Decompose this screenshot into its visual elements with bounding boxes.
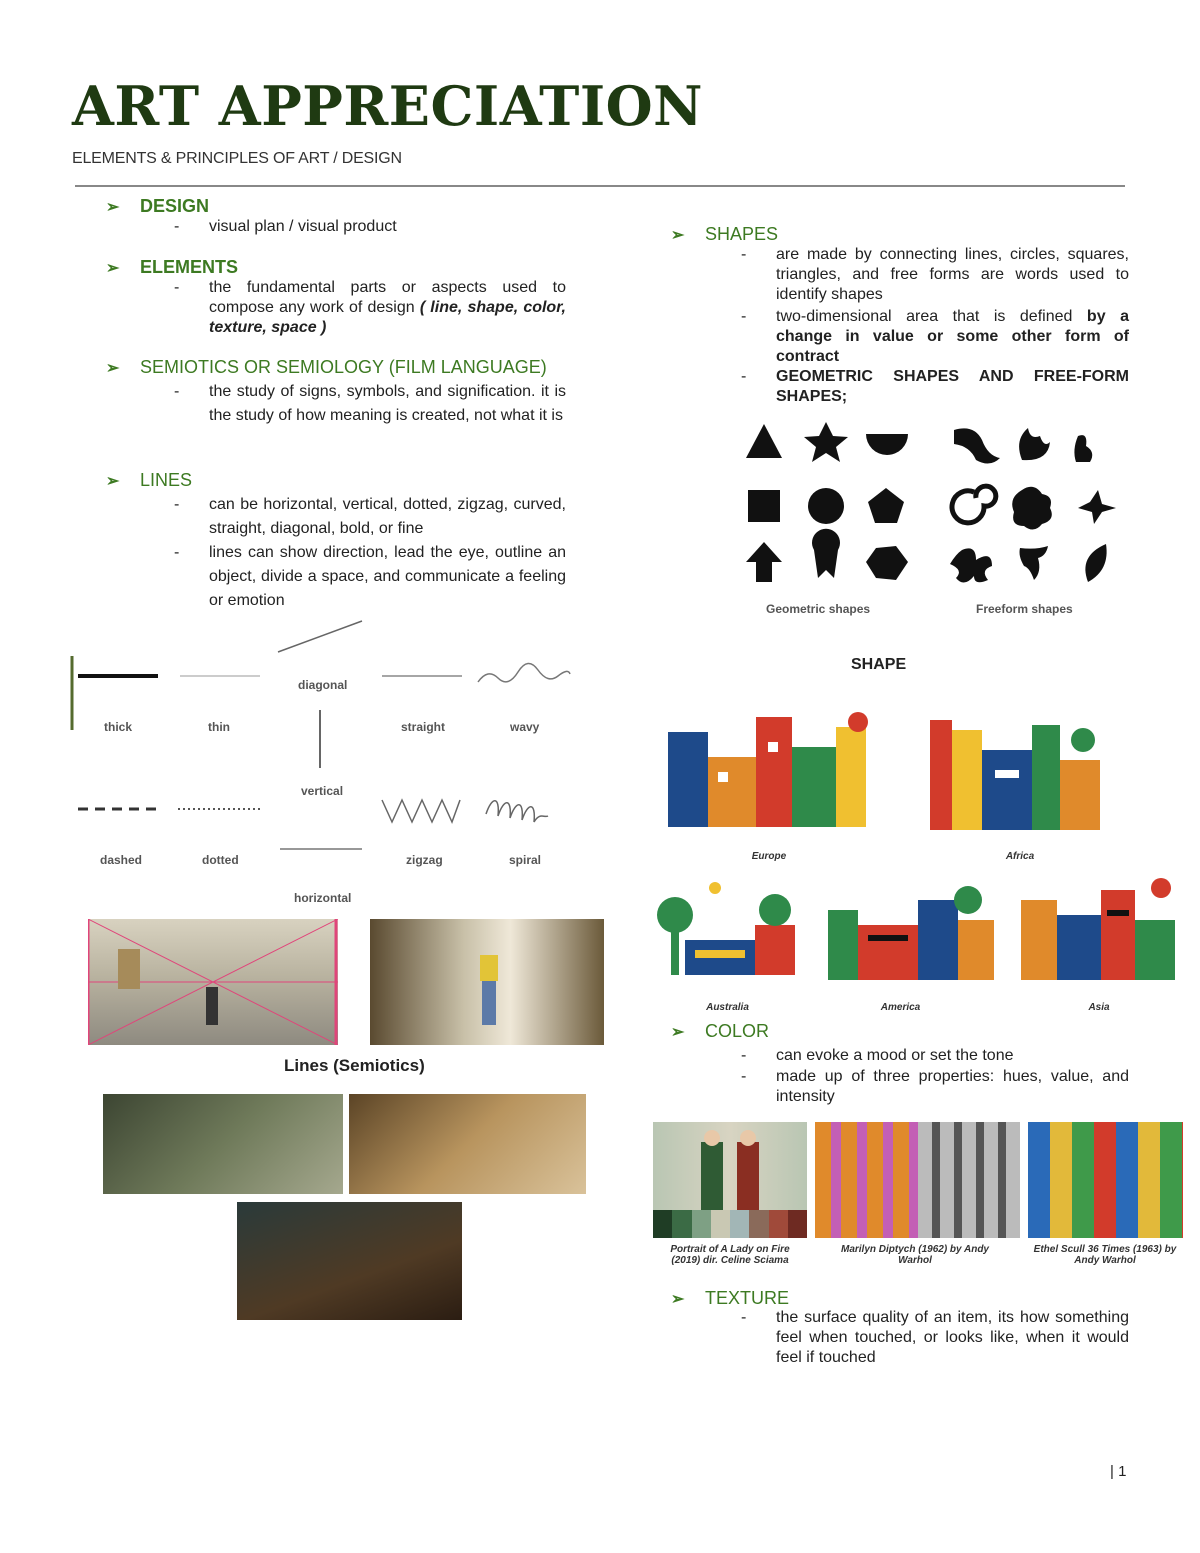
freeform-shapes-label: Freeform shapes xyxy=(976,602,1073,616)
color-image-ethel-scull xyxy=(1028,1122,1183,1238)
semiotics-heading: ➢ SEMIOTICS OR SEMIOLOGY (FILM LANGUAGE) xyxy=(106,357,547,377)
arrow-icon: ➢ xyxy=(671,226,685,244)
arrow-icon: ➢ xyxy=(671,1290,685,1308)
arrow-icon: ➢ xyxy=(106,259,120,277)
lines-bullet-1: - can be horizontal, vertical, dotted, zigzag, curved, straight, diagonal, bold, or fine xyxy=(174,496,566,537)
city-label-europe: Europe xyxy=(751,851,787,862)
film-still-3 xyxy=(237,1202,462,1320)
line-label-vertical: vertical xyxy=(301,784,344,798)
shapes-heading: ➢ SHAPES xyxy=(671,224,779,244)
city-label-australia: Australia xyxy=(706,1002,749,1013)
color-bullet-1: - can evoke a mood or set the tone xyxy=(741,1047,1014,1064)
color-heading: ➢ COLOR xyxy=(671,1021,770,1041)
city-illustration-africa xyxy=(915,700,1125,840)
city-label-asia: Asia xyxy=(1088,1002,1110,1013)
city-illustration-europe xyxy=(658,702,880,840)
texture-bullet: - the surface quality of an item, its how something feel when touched, or looks like, when it would feel if touched xyxy=(741,1309,1129,1366)
line-label-straight: straight xyxy=(401,720,446,734)
film-still-1 xyxy=(103,1094,343,1194)
city-illustration-asia xyxy=(1013,870,1185,995)
geometric-shapes-label: Geometric shapes xyxy=(766,602,871,616)
line-label-dotted: dotted xyxy=(202,853,239,867)
line-label-thick: thick xyxy=(104,720,133,734)
line-types-diagram xyxy=(68,618,578,908)
lines-caption: Lines (Semiotics) xyxy=(284,1056,425,1075)
design-heading: ➢ DESIGN xyxy=(106,196,210,216)
arrow-icon: ➢ xyxy=(106,198,120,216)
city-illustration-america xyxy=(818,870,1003,995)
design-bullet: - visual plan / visual product xyxy=(174,218,397,235)
arrow-icon: ➢ xyxy=(671,1023,685,1041)
arrow-icon: ➢ xyxy=(106,359,120,377)
shapes-bullet-3: - GEOMETRIC SHAPES AND FREE-FORM SHAPES; xyxy=(741,368,1129,405)
page-title: ART APPRECIATION xyxy=(72,74,703,138)
city-label-africa: Africa xyxy=(1005,851,1035,862)
semiotics-bullet: - the study of signs, symbols, and signification. it is the study of how meaning is created, not what it is xyxy=(174,383,566,424)
header-divider xyxy=(75,185,1125,187)
shapes-bullet-2: - two-dimensional area that is defined by a change in value or some other form of contract xyxy=(741,308,1129,365)
elements-heading: ➢ ELEMENTS xyxy=(106,257,239,277)
color-image-portrait xyxy=(653,1122,807,1210)
page-number: | 1 xyxy=(1110,1463,1127,1480)
city-label-america: America xyxy=(880,1002,921,1013)
shapes-bullet-1: - are made by connecting lines, circles, squares, triangles, and free forms are words used to identify shapes xyxy=(741,246,1129,303)
color-palette-strip xyxy=(653,1210,807,1238)
color-image-marilyn-diptych xyxy=(815,1122,1020,1238)
city-illustration-australia xyxy=(645,870,810,995)
elements-bullet: - the fundamental parts or aspects used to compose any work of design ( line, shape, color, texture, space ) xyxy=(174,279,566,336)
caption-ethel: Ethel Scull 36 Times (1963) by Andy Warhol xyxy=(1033,1244,1177,1266)
shapes-diagram xyxy=(738,420,1128,625)
line-label-diagonal: diagonal xyxy=(298,678,348,692)
caption-portrait: Portrait of A Lady on Fire (2019) dir. Celine Sciama xyxy=(670,1244,790,1266)
line-label-spiral: spiral xyxy=(509,853,542,867)
caption-marilyn: Marilyn Diptych (1962) by Andy Warhol xyxy=(841,1244,989,1266)
lines-heading: ➢ LINES xyxy=(106,470,193,490)
line-label-horizontal: horizontal xyxy=(294,891,352,905)
line-label-thin: thin xyxy=(208,720,230,734)
hallway-photo-1 xyxy=(88,919,338,1045)
page-subtitle: ELEMENTS & PRINCIPLES OF ART / DESIGN xyxy=(72,150,402,167)
line-label-dashed: dashed xyxy=(100,853,143,867)
arrow-icon: ➢ xyxy=(106,472,120,490)
shape-caption: SHAPE xyxy=(851,656,907,673)
line-label-zigzag: zigzag xyxy=(406,853,443,867)
texture-heading: ➢ TEXTURE xyxy=(671,1288,790,1308)
lines-bullet-2: - lines can show direction, lead the eye, outline an object, divide a space, and communicate a feeling or emotion xyxy=(174,544,566,609)
film-still-2 xyxy=(349,1094,586,1194)
line-label-wavy: wavy xyxy=(510,720,540,734)
hallway-photo-2 xyxy=(370,919,604,1045)
color-bullet-2: - made up of three properties: hues, value, and intensity xyxy=(741,1068,1129,1105)
